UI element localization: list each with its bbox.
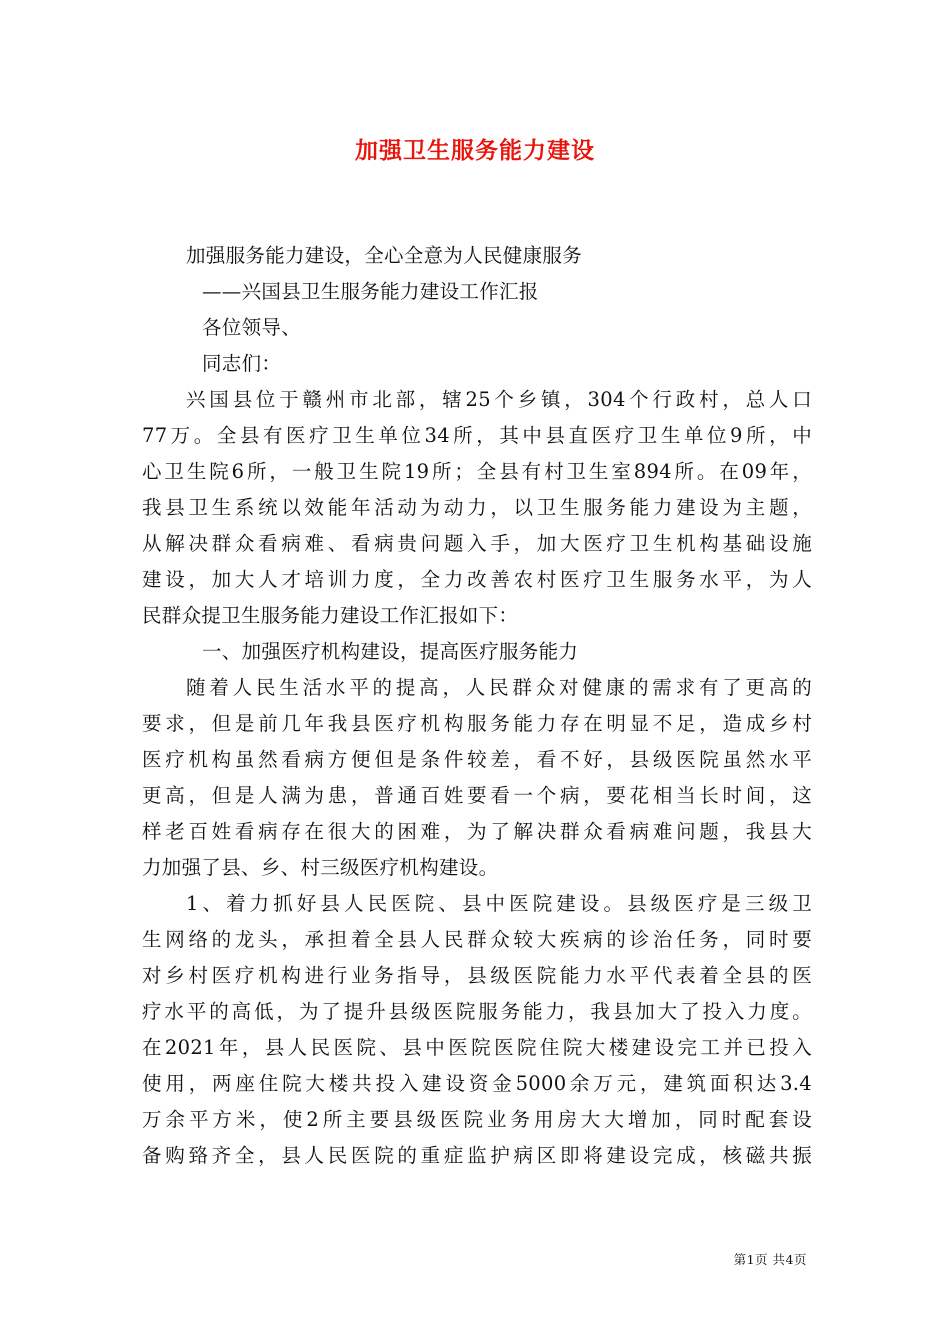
body-line: 随着人民生活水平的提高，人民群众对健康的需求有了更高的 <box>186 676 812 699</box>
document-body <box>142 238 812 1174</box>
body-line-salutation-2: 同志们： <box>202 352 282 375</box>
body-line: 样老百姓看病存在很大的困难，为了解决群众看病难问题，我县大 <box>142 820 812 843</box>
body-line: 使用，两座住院大楼共投入建设资金5000余万元，建筑面积达3.4 <box>142 1072 812 1095</box>
body-line: 民群众提卫生服务能力建设工作汇报如下： <box>142 604 519 627</box>
body-line: 力加强了县、乡、村三级医疗机构建设。 <box>142 856 499 879</box>
body-line: 备购臵齐全，县人民医院的重症监护病区即将建设完成，核磁共振 <box>142 1144 812 1167</box>
body-line: 我县卫生系统以效能年活动为动力，以卫生服务能力建设为主题， <box>142 496 812 519</box>
body-line: 1、着力抓好县人民医院、县中医院建设。县级医疗是三级卫 <box>186 892 812 915</box>
section-heading: 一、加强医疗机构建设，提高医疗服务能力 <box>202 640 579 663</box>
body-line: 生网络的龙头，承担着全县人民群众较大疾病的诊治任务，同时要 <box>142 928 812 951</box>
page-number: 第1页 共4页 <box>733 1252 807 1267</box>
body-line: 77万。全县有医疗卫生单位34所，其中县直医疗卫生单位9所，中 <box>142 424 812 447</box>
body-line: 从解决群众看病难、看病贵问题入手，加大医疗卫生机构基础设施 <box>142 532 812 555</box>
body-line: 疗水平的高低，为了提升县级医院服务能力，我县加大了投入力度。 <box>142 1000 812 1023</box>
body-line: 要求，但是前几年我县医疗机构服务能力存在明显不足，造成乡村 <box>142 712 812 735</box>
body-line: 医疗机构虽然看病方便但是条件较差，看不好，县级医院虽然水平 <box>142 748 812 771</box>
body-line: 心卫生院6所，一般卫生院19所；全县有村卫生室894所。在09年， <box>142 460 812 483</box>
body-line: 兴国县位于赣州市北部，辖25个乡镇，304个行政村，总人口 <box>186 388 812 411</box>
body-line: 对乡村医疗机构进行业务指导，县级医院能力水平代表着全县的医 <box>142 964 812 987</box>
body-line: 在2021年，县人民医院、县中医院医院住院大楼建设完工并已投入 <box>142 1036 812 1059</box>
body-line: 建设，加大人才培训力度，全力改善农村医疗卫生服务水平，为人 <box>142 568 812 591</box>
document-title: 加强卫生服务能力建设 <box>355 137 595 164</box>
body-line: 更高，但是人满为患，普通百姓要看一个病，要花相当长时间，这 <box>142 784 812 807</box>
body-line-salutation: 各位领导、 <box>202 316 302 339</box>
body-line-subtitle: 加强服务能力建设，全心全意为人民健康服务 <box>186 244 583 267</box>
body-line: 万余平方米，使2所主要县级医院业务用房大大增加，同时配套设 <box>142 1108 812 1131</box>
body-line-subtitle-sub: ——兴国县卫生服务能力建设工作汇报 <box>202 280 539 303</box>
